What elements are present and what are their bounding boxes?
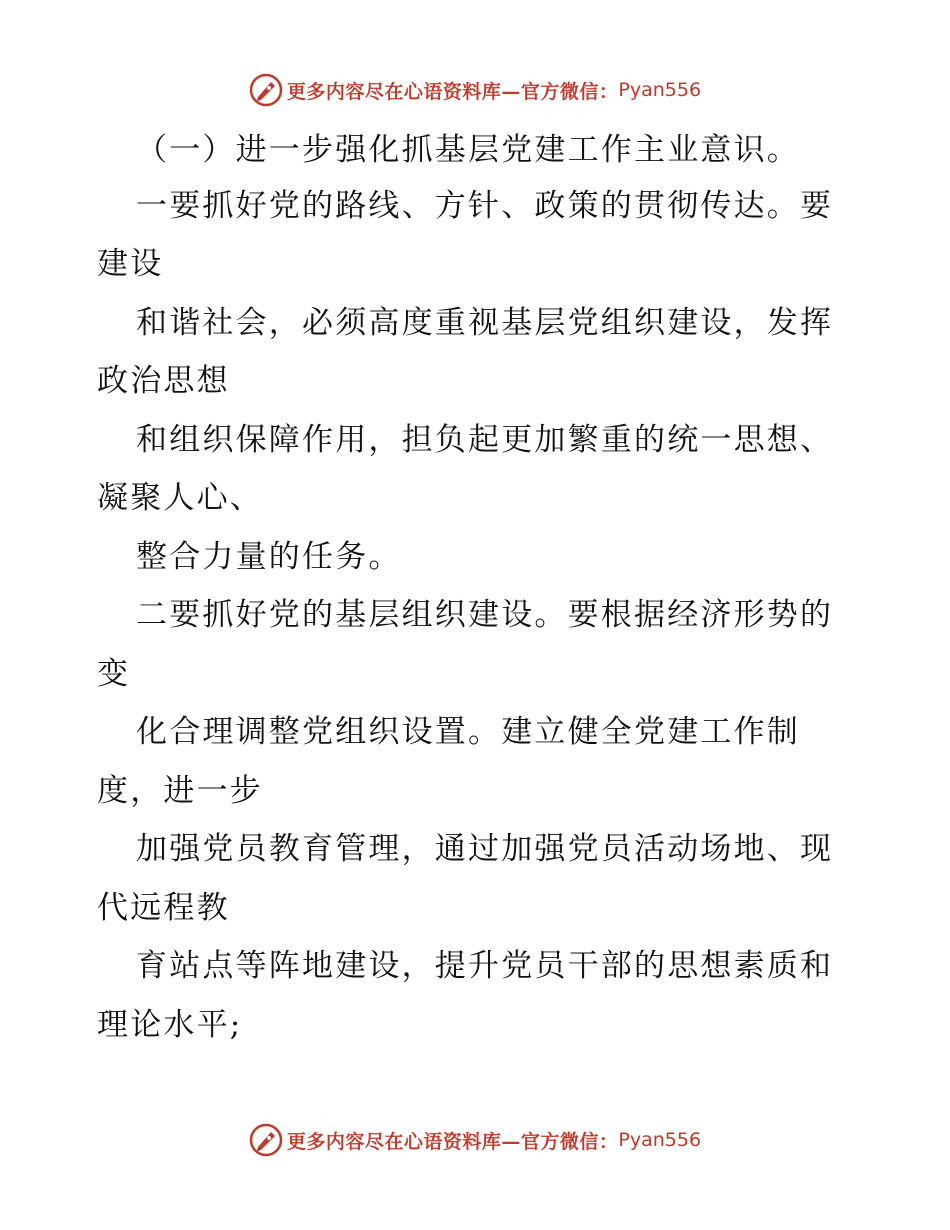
text-line: 和谐社会，必须高度重视基层党组织建设，发挥 bbox=[136, 305, 834, 341]
text-line: 和组织保障作用，担负起更加繁重的统一思想、 bbox=[136, 422, 834, 458]
banner-text: 更多内容尽在心语资料库—官方微信： bbox=[286, 1130, 619, 1153]
banner-text: 更多内容尽在心语资料库—官方微信： bbox=[286, 80, 619, 103]
text-line: 一要抓好党的路线、方针、政策的贯彻传达。要 bbox=[136, 188, 834, 224]
text-line: 代远程教 bbox=[97, 890, 230, 926]
text-line: 变 bbox=[97, 656, 131, 692]
text-line: 加强党员教育管理，通过加强党员活动场地、现 bbox=[136, 831, 834, 867]
text-line: （一）进一步强化抓基层党建工作主业意识。 bbox=[136, 132, 800, 168]
banner-wechat-id: Pyan556 bbox=[618, 79, 702, 101]
text-line: 度，进一步 bbox=[97, 773, 263, 809]
footer-banner bbox=[0, 1120, 950, 1160]
text-line: 政治思想 bbox=[97, 363, 230, 399]
pen-nib-icon bbox=[249, 1123, 283, 1157]
text-line: 二要抓好党的基层组织建设。要根据经济形势的 bbox=[136, 597, 834, 633]
text-line: 育站点等阵地建设，提升党员干部的思想素质和 bbox=[136, 948, 834, 984]
header-banner bbox=[0, 70, 950, 110]
text-line: 整合力量的任务。 bbox=[136, 539, 402, 575]
text-line: 建设 bbox=[97, 246, 164, 282]
banner-wechat-id: Pyan556 bbox=[618, 1129, 702, 1151]
text-line: 化合理调整党组织设置。建立健全党建工作制 bbox=[136, 714, 800, 750]
text-line: 凝聚人心、 bbox=[97, 480, 263, 516]
text-line: 理论水平; bbox=[97, 1007, 243, 1043]
pen-nib-icon bbox=[249, 73, 283, 107]
